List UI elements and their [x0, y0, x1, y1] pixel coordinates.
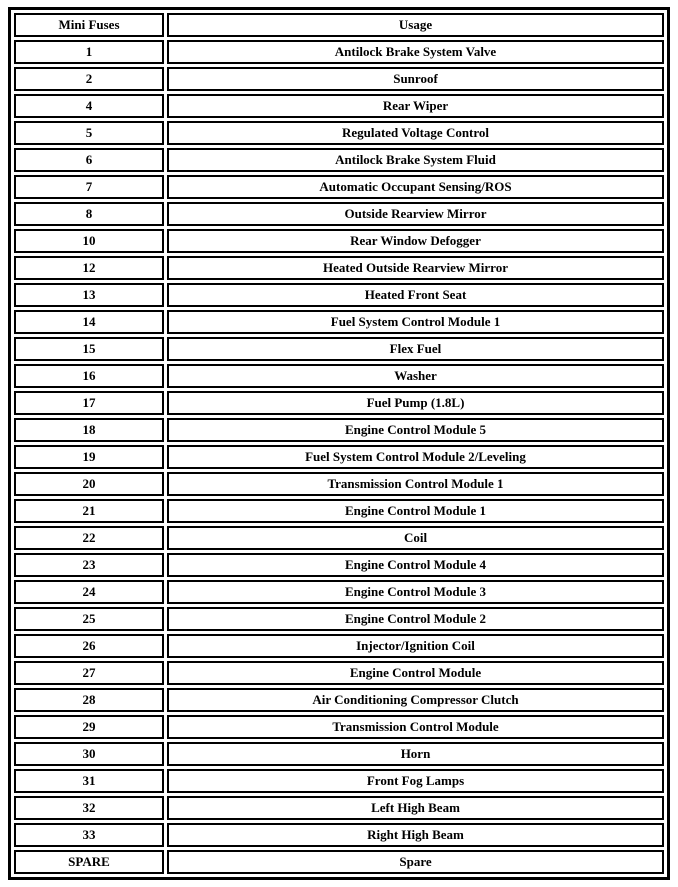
usage-cell: Engine Control Module 2	[167, 607, 664, 631]
usage-cell: Automatic Occupant Sensing/ROS	[167, 175, 664, 199]
header-row	[14, 13, 664, 37]
usage-cell: Horn	[167, 742, 664, 766]
usage-cell: Injector/Ignition Coil	[167, 634, 664, 658]
usage-cell: Left High Beam	[167, 796, 664, 820]
usage-cell: Transmission Control Module 1	[167, 472, 664, 496]
table-row	[14, 526, 664, 550]
fuse-number-cell: 24	[14, 580, 164, 604]
fuse-table-body	[14, 40, 664, 874]
table-row	[14, 364, 664, 388]
fuse-number-cell: 26	[14, 634, 164, 658]
usage-cell: Regulated Voltage Control	[167, 121, 664, 145]
table-row	[14, 715, 664, 739]
fuse-number-cell: 33	[14, 823, 164, 847]
fuse-number-cell: 10	[14, 229, 164, 253]
fuse-number-cell: 31	[14, 769, 164, 793]
table-row	[14, 607, 664, 631]
usage-cell: Washer	[167, 364, 664, 388]
fuse-number-cell: 5	[14, 121, 164, 145]
table-row	[14, 445, 664, 469]
usage-cell: Antilock Brake System Fluid	[167, 148, 664, 172]
usage-cell: Rear Wiper	[167, 94, 664, 118]
usage-cell: Heated Outside Rearview Mirror	[167, 256, 664, 280]
table-row	[14, 823, 664, 847]
usage-cell: Coil	[167, 526, 664, 550]
table-row	[14, 634, 664, 658]
usage-cell: Engine Control Module	[167, 661, 664, 685]
fuse-number-cell: 1	[14, 40, 164, 64]
fuse-number-cell: 21	[14, 499, 164, 523]
fuse-number-cell: 27	[14, 661, 164, 685]
table-row	[14, 472, 664, 496]
fuse-number-cell: 19	[14, 445, 164, 469]
table-row	[14, 40, 664, 64]
table-row	[14, 850, 664, 874]
table-row	[14, 310, 664, 334]
usage-cell: Rear Window Defogger	[167, 229, 664, 253]
fuse-number-cell: 4	[14, 94, 164, 118]
table-row	[14, 202, 664, 226]
fuse-number-cell: 6	[14, 148, 164, 172]
fuse-number-cell: 30	[14, 742, 164, 766]
table-row	[14, 283, 664, 307]
table-row	[14, 148, 664, 172]
table-row	[14, 337, 664, 361]
table-row	[14, 769, 664, 793]
fuse-number-cell: 2	[14, 67, 164, 91]
fuse-number-cell: 23	[14, 553, 164, 577]
usage-cell: Air Conditioning Compressor Clutch	[167, 688, 664, 712]
fuse-number-cell: 22	[14, 526, 164, 550]
table-row	[14, 94, 664, 118]
usage-cell: Heated Front Seat	[167, 283, 664, 307]
usage-cell: Front Fog Lamps	[167, 769, 664, 793]
fuse-number-cell: 17	[14, 391, 164, 415]
table-row	[14, 391, 664, 415]
table-row	[14, 67, 664, 91]
table-row	[14, 796, 664, 820]
table-row	[14, 499, 664, 523]
fuse-number-cell: 14	[14, 310, 164, 334]
table-header	[14, 13, 664, 37]
usage-cell: Spare	[167, 850, 664, 874]
usage-cell: Flex Fuel	[167, 337, 664, 361]
fuse-number-cell: 28	[14, 688, 164, 712]
usage-cell: Engine Control Module 3	[167, 580, 664, 604]
fuse-number-cell: 16	[14, 364, 164, 388]
header-mini-fuses: Mini Fuses	[14, 13, 164, 37]
usage-cell: Fuel System Control Module 1	[167, 310, 664, 334]
usage-cell: Transmission Control Module	[167, 715, 664, 739]
fuse-number-cell: 7	[14, 175, 164, 199]
table-row	[14, 553, 664, 577]
table-row	[14, 121, 664, 145]
usage-cell: Engine Control Module 1	[167, 499, 664, 523]
fuse-number-cell: 18	[14, 418, 164, 442]
fuse-number-cell: 29	[14, 715, 164, 739]
header-usage: Usage	[167, 13, 664, 37]
usage-cell: Fuel System Control Module 2/Leveling	[167, 445, 664, 469]
usage-cell: Sunroof	[167, 67, 664, 91]
usage-cell: Engine Control Module 4	[167, 553, 664, 577]
fuse-number-cell: 25	[14, 607, 164, 631]
fuse-number-cell: 8	[14, 202, 164, 226]
fuse-number-cell: 32	[14, 796, 164, 820]
table-row	[14, 580, 664, 604]
usage-cell: Outside Rearview Mirror	[167, 202, 664, 226]
fuse-number-cell: 13	[14, 283, 164, 307]
table-row	[14, 256, 664, 280]
table-row	[14, 229, 664, 253]
fuse-number-cell: 15	[14, 337, 164, 361]
usage-cell: Fuel Pump (1.8L)	[167, 391, 664, 415]
mini-fuses-table	[8, 7, 670, 880]
fuse-number-cell: 12	[14, 256, 164, 280]
fuse-number-cell: 20	[14, 472, 164, 496]
table-row	[14, 688, 664, 712]
table-row	[14, 418, 664, 442]
usage-cell: Antilock Brake System Valve	[167, 40, 664, 64]
table-row	[14, 175, 664, 199]
usage-cell: Engine Control Module 5	[167, 418, 664, 442]
table-row	[14, 661, 664, 685]
usage-cell: Right High Beam	[167, 823, 664, 847]
table-row	[14, 742, 664, 766]
fuse-number-cell: SPARE	[14, 850, 164, 874]
